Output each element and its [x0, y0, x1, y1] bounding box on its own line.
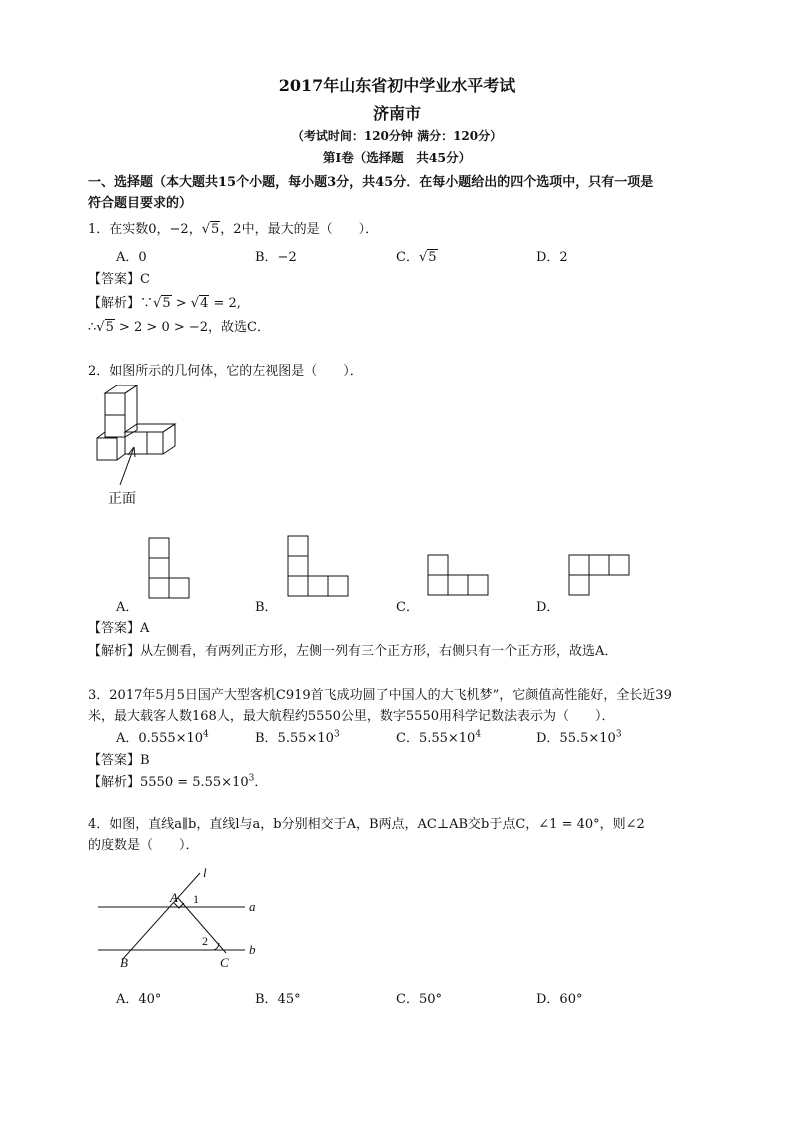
- q2-option-b: B．: [255, 600, 278, 615]
- svg-text:a: a: [249, 899, 256, 914]
- q1-option-c: C．√5: [396, 250, 437, 265]
- q2-analysis: 【解析】从左侧看，有两列正方形，左侧一列有三个正方形，右侧只有一个正方形，故选A．: [88, 644, 618, 659]
- q4-stem-line1: 4．如图，直线a∥b，直线l与a，b分别相交于A，B两点，AC⊥AB交b于点C，∠1 = 40°，则∠2: [88, 817, 645, 832]
- q1-conclusion: ∴√5 > 2 > 0 > −2，故选C．: [88, 320, 270, 335]
- q2-front-label: 正面: [108, 492, 136, 507]
- section-heading-line2: 符合题目要求的）: [88, 196, 193, 211]
- point-b-label: B: [120, 955, 128, 970]
- q2-option-d: D．: [536, 600, 560, 615]
- exam-info: （考试时间：120分钟 满分：120分）: [291, 129, 503, 143]
- point-c-label: C: [220, 955, 229, 970]
- line-l: [122, 873, 200, 960]
- q4-option-b: B．45°: [255, 992, 301, 1007]
- q4-option-d: D．60°: [536, 992, 583, 1007]
- q1-stem-radical: 5: [211, 222, 220, 237]
- city-title: 济南市: [372, 104, 421, 123]
- q1-analysis: 【解析】∵√5 > √4 = 2,: [88, 296, 241, 311]
- q4-option-c: C．50°: [396, 992, 442, 1007]
- q3-answer: 【答案】B: [88, 753, 150, 768]
- q2-option-b-figure: [284, 534, 352, 600]
- q4-option-a: A．40°: [116, 992, 162, 1007]
- q4-stem-line2: 的度数是（ ）．: [88, 838, 199, 853]
- page-title: 2017年山东省初中学业水平考试: [278, 76, 516, 95]
- q3-analysis: 【解析】$5550 = 5.55\times 10^3$．: [88, 773, 268, 790]
- q1-option-d: D．2: [536, 250, 568, 265]
- svg-text:l: l: [203, 865, 207, 880]
- q3-option-c: C．$5.55\times 10^4$: [396, 729, 482, 746]
- q3-stem-line2: 米，最大载客人数168人，最大航程约5550公里，数字5550用科学记数法表示为（ ）．: [88, 709, 615, 724]
- q2-option-c: C．: [396, 600, 419, 615]
- angle-2-label: 2: [202, 934, 208, 948]
- part-title: 第Ⅰ卷（选择题 共45分）: [322, 150, 472, 165]
- q3-option-d: D．$55.5\times 10^3$: [536, 729, 622, 746]
- q2-answer: 【答案】A: [88, 621, 150, 636]
- q2-option-d-figure: [565, 553, 633, 599]
- angle-1-label: 1: [193, 892, 199, 906]
- q2-option-a-figure: [145, 536, 195, 602]
- q1-stem: 1．在实数0，−2，√5，2中，最大的是（ ）．: [88, 222, 379, 237]
- section-heading-line1: 一、选择题（本大题共15个小题，每小题3分，共45分．在每小题给出的四个选项中，只有一项是: [88, 175, 654, 190]
- q4-geometry-figure: [90, 865, 280, 973]
- q3-option-a: A．$0.555\times 10^4$: [116, 729, 209, 746]
- q3-option-b: B．$5.55\times 10^3$: [255, 729, 340, 746]
- q2-option-a: A．: [116, 600, 139, 615]
- q1-option-b: B．−2: [255, 250, 297, 265]
- q3-stem-line1: 3．2017年5月5日国产大型客机C919首飞成功圆了中国人的大飞机梦”，它颜值高性能好，全长近39: [88, 688, 672, 703]
- q1-option-a: A．0: [116, 250, 147, 265]
- q1-answer: 【答案】C: [88, 272, 150, 287]
- q2-option-c-figure: [424, 553, 492, 599]
- svg-text:b: b: [249, 942, 256, 957]
- q2-stem: 2．如图所示的几何体，它的左视图是（ ）．: [88, 364, 363, 379]
- point-a-label: A: [170, 890, 178, 905]
- q2-solid-figure: [90, 385, 190, 525]
